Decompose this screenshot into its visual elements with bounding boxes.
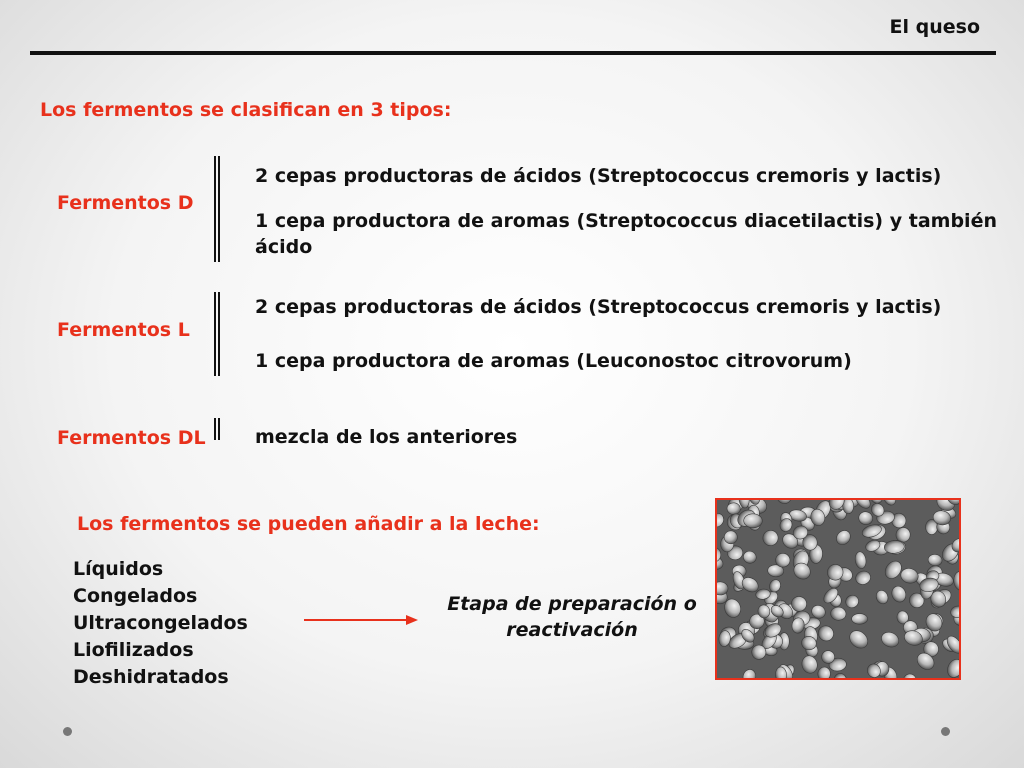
- form-item: Congelados: [73, 585, 198, 607]
- bacterium-cell: [744, 514, 763, 528]
- ferment-type-l: Fermentos L: [57, 319, 190, 341]
- form-item: Liofilizados: [73, 639, 194, 661]
- ferment-forms-list: [73, 556, 248, 691]
- decor-dot: [941, 727, 950, 736]
- header-divider: [30, 51, 996, 55]
- bracket-divider-l: [214, 292, 220, 376]
- bacterium-cell: [852, 614, 868, 625]
- form-item: Líquidos: [73, 558, 164, 580]
- addition-heading: Los fermentos se pueden añadir a la leche:: [77, 513, 540, 535]
- ferment-d-line-1: 2 cepas productoras de ácidos (Streptococcus cremoris y lactis): [255, 165, 942, 187]
- preparation-stage-label: Etapa de preparación o reactivación: [447, 593, 697, 641]
- ferment-dl-line-1: mezcla de los anteriores: [255, 426, 518, 448]
- arrow-right-icon: [302, 612, 420, 628]
- classification-heading: Los fermentos se clasifican en 3 tipos:: [40, 99, 452, 121]
- micrograph-bacteria-image: [715, 498, 961, 680]
- bracket-divider-d: [214, 156, 220, 262]
- slide-title: El queso: [889, 16, 980, 38]
- form-item: Deshidratados: [73, 666, 229, 688]
- ferment-type-d: Fermentos D: [57, 192, 194, 214]
- bacterium-cell: [775, 553, 790, 567]
- ferment-l-line-2: 1 cepa productora de aromas (Leuconostoc citrovorum): [255, 350, 852, 372]
- ferment-d-line-2: 1 cepa productora de aromas (Streptococcus diacetilactis) y también ácido: [255, 210, 997, 258]
- ferment-l-line-1: 2 cepas productoras de ácidos (Streptococcus cremoris y lactis): [255, 296, 942, 318]
- bacterium-cell: [724, 531, 738, 544]
- bracket-divider-dl: [214, 418, 220, 440]
- ferment-type-dl: Fermentos DL: [57, 427, 206, 449]
- micrograph-drawing: [717, 500, 959, 678]
- form-item: Ultracongelados: [73, 612, 248, 634]
- decor-dot: [63, 727, 72, 736]
